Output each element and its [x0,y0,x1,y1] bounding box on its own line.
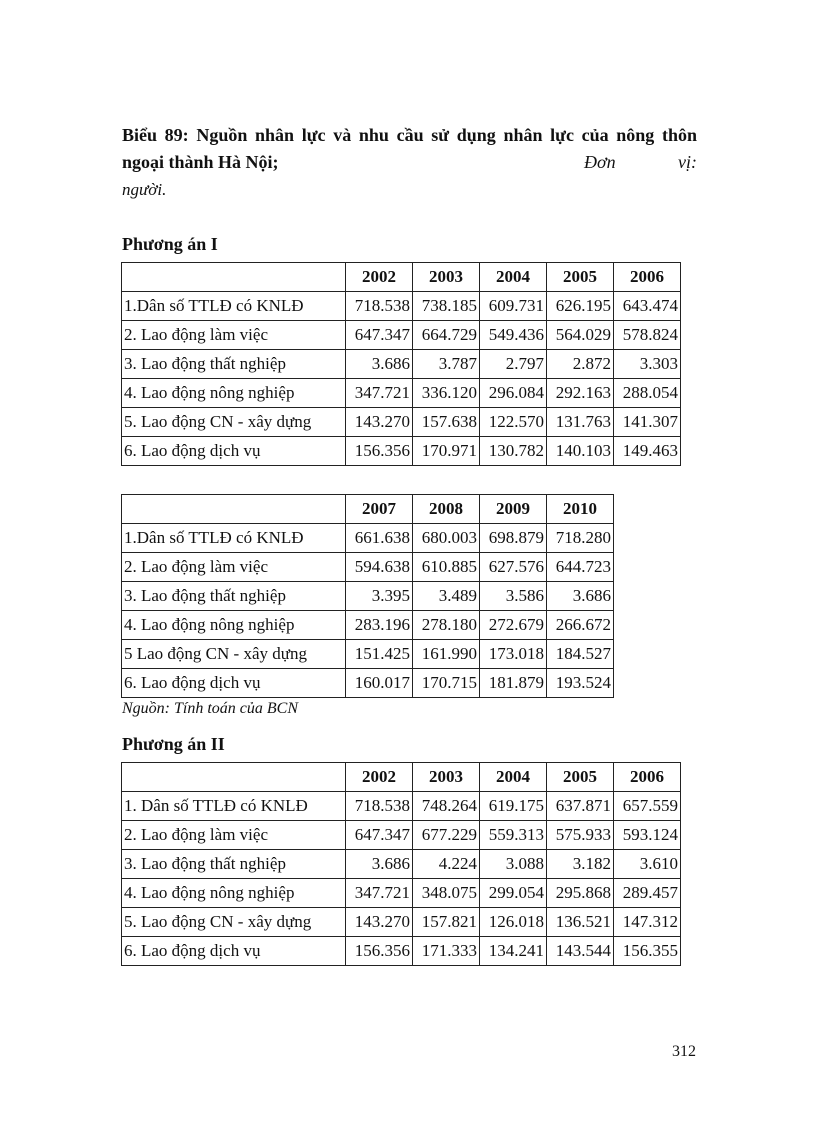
row-label-cell: 1. Dân số TTLĐ có KNLĐ [122,792,346,821]
value-cell: 3.489 [413,582,480,611]
year-header-cell: 2007 [346,495,413,524]
value-cell: 3.586 [480,582,547,611]
row-label-cell: 6. Lao động dịch vụ [122,669,346,698]
header-blank-cell [122,263,346,292]
value-cell: 336.120 [413,379,480,408]
value-cell: 3.686 [346,350,413,379]
value-cell: 147.312 [614,908,681,937]
table-header-row [122,495,614,524]
table-row [122,937,681,966]
row-label-cell: 4. Lao động nông nghiệp [122,379,346,408]
value-cell: 278.180 [413,611,480,640]
row-label-cell: 2. Lao động làm việc [122,553,346,582]
value-cell: 619.175 [480,792,547,821]
value-cell: 131.763 [547,408,614,437]
year-header-cell: 2004 [480,263,547,292]
value-cell: 3.787 [413,350,480,379]
row-label-cell: 1.Dân số TTLĐ có KNLĐ [122,524,346,553]
value-cell: 156.356 [346,437,413,466]
row-label-cell: 5. Lao động CN - xây dựng [122,408,346,437]
value-cell: 160.017 [346,669,413,698]
value-cell: 738.185 [413,292,480,321]
table-row [122,408,681,437]
row-label-cell: 5. Lao động CN - xây dựng [122,908,346,937]
value-cell: 122.570 [480,408,547,437]
table-row [122,611,614,640]
value-cell: 627.576 [480,553,547,582]
value-cell: 347.721 [346,379,413,408]
title-line-2 [122,149,697,176]
value-cell: 643.474 [614,292,681,321]
value-cell: 134.241 [480,937,547,966]
table-row [122,669,614,698]
value-cell: 130.782 [480,437,547,466]
value-cell: 718.280 [547,524,614,553]
value-cell: 578.824 [614,321,681,350]
value-cell: 348.075 [413,879,480,908]
table-row [122,321,681,350]
value-cell: 4.224 [413,850,480,879]
year-header-cell: 2002 [346,763,413,792]
value-cell: 141.307 [614,408,681,437]
year-header-cell: 2003 [413,263,480,292]
value-cell: 3.686 [346,850,413,879]
table-row [122,821,681,850]
table-row [122,379,681,408]
value-cell: 181.879 [480,669,547,698]
year-header-cell: 2009 [480,495,547,524]
header-blank-cell [122,763,346,792]
value-cell: 609.731 [480,292,547,321]
year-header-cell: 2004 [480,763,547,792]
value-cell: 151.425 [346,640,413,669]
year-header-cell: 2002 [346,263,413,292]
value-cell: 136.521 [547,908,614,937]
unit-word-1: Đơn [584,152,616,172]
value-cell: 594.638 [346,553,413,582]
value-cell: 170.971 [413,437,480,466]
value-cell: 171.333 [413,937,480,966]
value-cell: 593.124 [614,821,681,850]
table-option-1-2002-2006 [121,262,681,466]
document-title [122,122,697,203]
year-header-cell: 2006 [614,763,681,792]
table-row [122,850,681,879]
table-option-1-2007-2010 [121,494,614,698]
year-header-cell: 2005 [547,763,614,792]
value-cell: 664.729 [413,321,480,350]
value-cell: 549.436 [480,321,547,350]
row-label-cell: 6. Lao động dịch vụ [122,437,346,466]
value-cell: 289.457 [614,879,681,908]
value-cell: 156.355 [614,937,681,966]
value-cell: 161.990 [413,640,480,669]
value-cell: 292.163 [547,379,614,408]
row-label-cell: 3. Lao động thất nghiệp [122,850,346,879]
value-cell: 647.347 [346,321,413,350]
value-cell: 184.527 [547,640,614,669]
value-cell: 647.347 [346,821,413,850]
page-number: 312 [672,1043,696,1060]
value-cell: 157.638 [413,408,480,437]
value-cell: 173.018 [480,640,547,669]
year-header-cell: 2010 [547,495,614,524]
value-cell: 157.821 [413,908,480,937]
row-label-cell: 1.Dân số TTLĐ có KNLĐ [122,292,346,321]
row-label-cell: 6. Lao động dịch vụ [122,937,346,966]
value-cell: 126.018 [480,908,547,937]
table-row [122,350,681,379]
source-note: Nguồn: Tính toán của BCN [122,700,299,717]
value-cell: 156.356 [346,937,413,966]
value-cell: 272.679 [480,611,547,640]
row-label-cell: 5 Lao động CN - xây dựng [122,640,346,669]
value-cell: 644.723 [547,553,614,582]
value-cell: 149.463 [614,437,681,466]
table-row [122,792,681,821]
table-option-2-2002-2006 [121,762,681,966]
table-header-row [122,763,681,792]
value-cell: 575.933 [547,821,614,850]
header-blank-cell [122,495,346,524]
value-cell: 610.885 [413,553,480,582]
value-cell: 143.270 [346,408,413,437]
value-cell: 3.088 [480,850,547,879]
year-header-cell: 2008 [413,495,480,524]
row-label-cell: 4. Lao động nông nghiệp [122,879,346,908]
value-cell: 347.721 [346,879,413,908]
table-header-row [122,263,681,292]
value-cell: 3.182 [547,850,614,879]
value-cell: 680.003 [413,524,480,553]
table-row [122,908,681,937]
table-row [122,879,681,908]
year-header-cell: 2005 [547,263,614,292]
row-label-cell: 2. Lao động làm việc [122,321,346,350]
value-cell: 677.229 [413,821,480,850]
table-row [122,524,614,553]
year-header-cell: 2003 [413,763,480,792]
row-label-cell: 4. Lao động nông nghiệp [122,611,346,640]
section-heading-option-2: Phương án II [122,734,225,754]
value-cell: 3.686 [547,582,614,611]
value-cell: 299.054 [480,879,547,908]
title-region: ngoại thành Hà Nội; [122,152,279,172]
unit-word-2: vị: [678,152,697,172]
value-cell: 170.715 [413,669,480,698]
value-cell: 626.195 [547,292,614,321]
value-cell: 3.610 [614,850,681,879]
value-cell: 718.538 [346,292,413,321]
row-label-cell: 3. Lao động thất nghiệp [122,582,346,611]
table-row [122,437,681,466]
value-cell: 288.054 [614,379,681,408]
value-cell: 661.638 [346,524,413,553]
value-cell: 564.029 [547,321,614,350]
value-cell: 2.797 [480,350,547,379]
value-cell: 193.524 [547,669,614,698]
value-cell: 3.303 [614,350,681,379]
value-cell: 283.196 [346,611,413,640]
value-cell: 2.872 [547,350,614,379]
value-cell: 657.559 [614,792,681,821]
value-cell: 698.879 [480,524,547,553]
table-row [122,553,614,582]
table-row [122,582,614,611]
value-cell: 748.264 [413,792,480,821]
row-label-cell: 2. Lao động làm việc [122,821,346,850]
value-cell: 266.672 [547,611,614,640]
value-cell: 140.103 [547,437,614,466]
value-cell: 3.395 [346,582,413,611]
year-header-cell: 2006 [614,263,681,292]
value-cell: 559.313 [480,821,547,850]
value-cell: 637.871 [547,792,614,821]
table-row [122,292,681,321]
table-row [122,640,614,669]
value-cell: 295.868 [547,879,614,908]
title-line-1: Biểu 89: Nguồn nhân lực và nhu cầu sử dụng nhân lực của nông thôn [122,125,697,145]
section-heading-option-1: Phương án I [122,234,218,254]
value-cell: 296.084 [480,379,547,408]
value-cell: 143.270 [346,908,413,937]
value-cell: 143.544 [547,937,614,966]
unit-line: người. [122,180,167,199]
value-cell: 718.538 [346,792,413,821]
row-label-cell: 3. Lao động thất nghiệp [122,350,346,379]
